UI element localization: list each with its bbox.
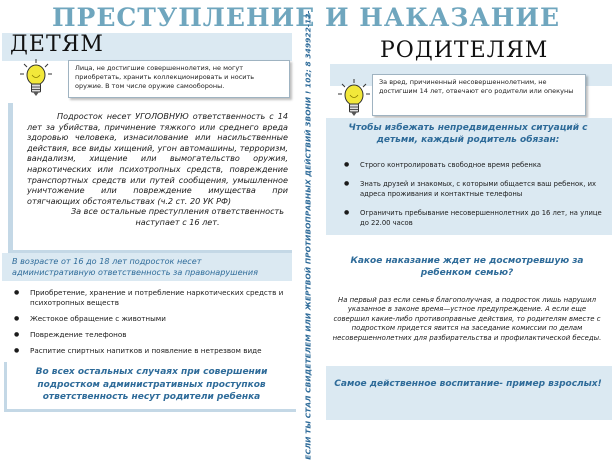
list-item: ● Знать друзей и знакомых, с которыми общается ваш ребенок, их адреса проживания и контактные телефоны	[344, 179, 606, 199]
list-item: ● Ограничить пребывание несовершеннолетних до 16 лет, на улице до 22.00 часов	[344, 208, 606, 228]
hotline-text: ЕСЛИ ТЫ СТАЛ СВИДЕТЕЛЕМ ИЛИ ЖЕРТВОЙ ПРОТИВОПРАВНЫХ ДЕЙСТВИЙ ЗВОНИ ! 102; 8 349922-12-	[303, 10, 313, 460]
right-heading: РОДИТЕЛЯМ	[380, 38, 549, 63]
right-bottom-band	[326, 366, 612, 420]
right-note-box: За вред, причиненный несовершеннолетним, не достигшим 14 лет, отвечают его родители или опекуны	[372, 74, 586, 116]
left-criminal-responsibility-text	[8, 103, 292, 253]
list-item: ● Строго контролировать свободное время ребенка	[344, 160, 606, 170]
page-title: ПРЕСТУПЛЕНИЕ И НАКАЗАНИЕ	[51, 3, 561, 32]
right-bottom-slogan: Самое действенное воспитание- пример взрослых!	[334, 379, 602, 389]
parents-duties-list	[344, 160, 606, 237]
offenses-list	[14, 288, 290, 362]
age-band: В возрасте от 16 до 18 лет подросток несет административную ответственность за правонарушения	[2, 253, 292, 281]
lightbulb-icon	[20, 58, 52, 98]
left-heading: ДЕТЯМ	[10, 32, 104, 57]
list-item: ● Приобретение, хранение и потребление наркотических средств и психотропных веществ	[14, 288, 290, 308]
list-item: ● Распитие спиртных напитков и появление в нетрезвом виде	[14, 346, 290, 356]
left-body-paragraph-2: За все остальные преступления ответственность наступает с 16 лет.	[70, 206, 285, 227]
lightbulb-icon	[338, 78, 370, 118]
left-bottom-note: Во всех остальных случаях при совершении подростком административных проступков ответственность несут родители ребенка	[4, 362, 296, 412]
left-note-box: Лица, не достигшие совершеннолетия, не могут приобретать, хранить коллекционировать и носить оружие. В том числе оружие самообороны.	[68, 60, 290, 98]
list-item: ● Жестокое обращение с животными	[14, 314, 290, 324]
vertical-hotline-strip	[302, 10, 314, 460]
list-item: ● Повреждение телефонов	[14, 330, 290, 340]
left-body-paragraph: Подросток несет УГОЛОВНУЮ ответственность с 14 лет за убийства, причинение тяжкого или среднего вреда здоровью человека, изнасилование или насильственные действия, все виды хищений, угон автомашины, терроризм, вандализм, хищение или вымогательство оружия, наркотических или психотропных средств, повреждение транспортных средств или путей сообщения, умышленное уничтожение или повреждение имущества при отягчающих обстоятельствах (ч.2 ст. 20 УК РФ)	[27, 111, 288, 206]
punishment-text: На первый раз если семья благополучная, а подросток лишь нарушил указанное в законе время—устное предупреждение. А если еще совершил какие-либо противоправные действия, то родителям вместе с подростком придется явится на заседание комиссии по делам несовершеннолетних для разбирательства и профилактической беседы.	[332, 296, 602, 342]
punishment-question: Какое наказание ждет не досмотревшую за ребенком семью?	[350, 256, 584, 278]
parents-duties-heading: Чтобы избежать непредвиденных ситуаций с детьми, каждый родитель обязан:	[348, 123, 588, 145]
